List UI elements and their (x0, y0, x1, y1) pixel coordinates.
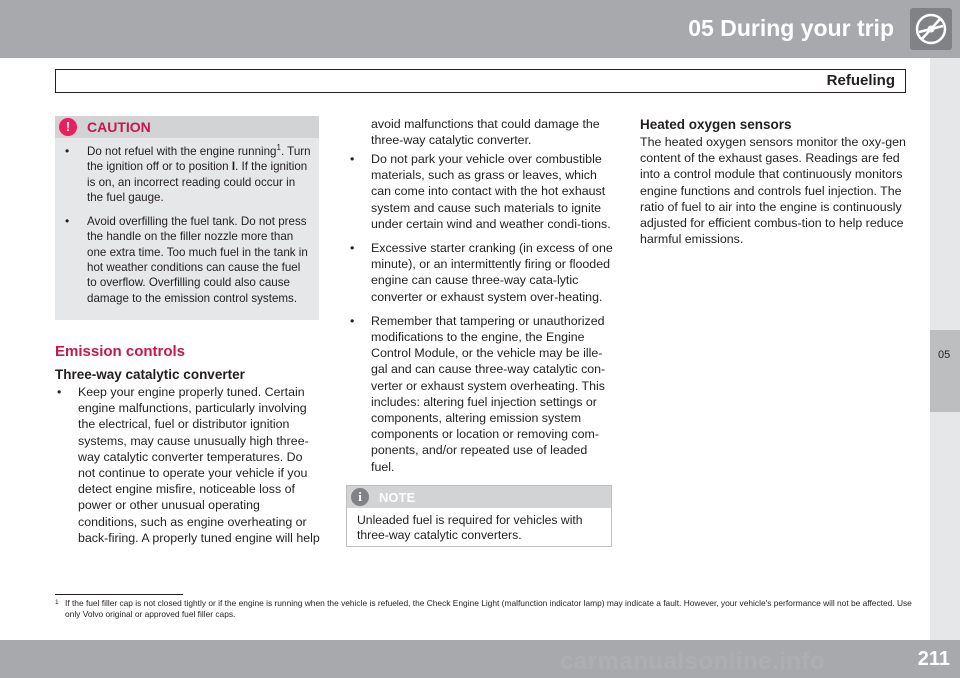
caution-header (55, 116, 319, 138)
caution-list (63, 144, 313, 315)
emission-list-col1 (55, 384, 321, 546)
caution-item: • Avoid overfilling the fuel tank. Do not press the handle on the filler nozzle more than one extra time. Too much fuel in the tank in hot weather conditions can cause the fuel to overflow. Overfilling could also cause damage to the emission control systems. (63, 214, 313, 306)
emission-controls-heading: Emission controls (55, 343, 186, 360)
caution-box (55, 116, 319, 320)
oxygen-sensors-heading: Heated oxygen sensors (640, 117, 792, 132)
caution-item: • Do not refuel with the engine running$^1$. Turn the ignition off or to position I. If the ignition is on, an incorrect reading could occur in the fuel gauge. (63, 144, 313, 205)
caution-title: CAUTION (87, 119, 151, 135)
list-item: • Excessive starter cranking (in excess of one minute), or an intermittently firing or flooded engine can cause three-way cata-lytic converter or exhaust system over-heating. (348, 240, 614, 305)
info-icon: i (351, 488, 369, 506)
emission-list-col2 (348, 151, 614, 483)
note-box (346, 485, 612, 547)
chapter-tab-label: 05 (938, 349, 951, 361)
three-way-converter-heading: Three-way catalytic converter (55, 367, 245, 382)
footnote-number: 1 (55, 599, 59, 606)
section-title: Refueling (826, 72, 895, 89)
page-number: 211 (917, 648, 950, 670)
warning-icon: ! (59, 118, 77, 136)
oxygen-sensors-text: The heated oxygen sensors monitor the oxy-gen content of the exhaust gases. Readings are fed into a control module that continuously monitors engine functions and controls fuel injection. The ratio of fuel to air into the engine is continuously adjusted for efficient combus-tion to help reduce harmful emissions. (640, 135, 906, 247)
note-title: NOTE (379, 490, 416, 505)
footnote-text: If the fuel filler cap is not closed tightly or if the engine is running when the vehicle is refueled, the Check Engine Light (malfunction indicator lamp) may indicate a fault. However, your vehicle's performance will not be affected. Use only Volvo original or approved fuel filler caps. (65, 598, 912, 619)
list-item: • Keep your engine properly tuned. Certain engine malfunctions, particularly involving the electrical, fuel or distributor ignition systems, may cause unusually high three-way catalytic converter temperatures. Do not continue to operate your vehicle if you detect engine misfire, noticeable loss of power or other unusual operating conditions, such as engine overheating or back-firing. A properly tuned engine will help (55, 384, 321, 546)
section-header (55, 69, 906, 93)
list-item-continued: avoid malfunctions that could damage the three-way catalytic converter. (371, 117, 600, 148)
footnote-divider (55, 594, 183, 595)
chapter-title: 05 During your trip (688, 15, 894, 41)
ignition-position: I (231, 160, 236, 174)
note-text: Unleaded fuel is required for vehicles with three-way catalytic converters. (357, 513, 583, 543)
watermark: carmanualsonline.info (560, 648, 826, 675)
chapter-header-bar (0, 0, 960, 58)
list-item: • Remember that tampering or unauthorized modifications to the engine, the Engine Control Module, or the vehicle may be ille-gal and can cause three-way catalytic con-verter or exhaust system overheating. This includes: altering fuel injection settings or components, altering emission system components or location or removing com-ponents, and/or repeated use of leaded fuel. (348, 313, 614, 475)
footnote-ref: 1 (276, 143, 281, 153)
note-header (347, 486, 611, 508)
chapter-side-tab-active (930, 330, 960, 412)
steering-wheel-icon (910, 8, 952, 50)
list-item: • Do not park your vehicle over combustible materials, such as grass or leaves, which can come into contact with the hot exhaust system and cause such materials to ignite under certain wind and weather condi-tions. (348, 151, 614, 232)
